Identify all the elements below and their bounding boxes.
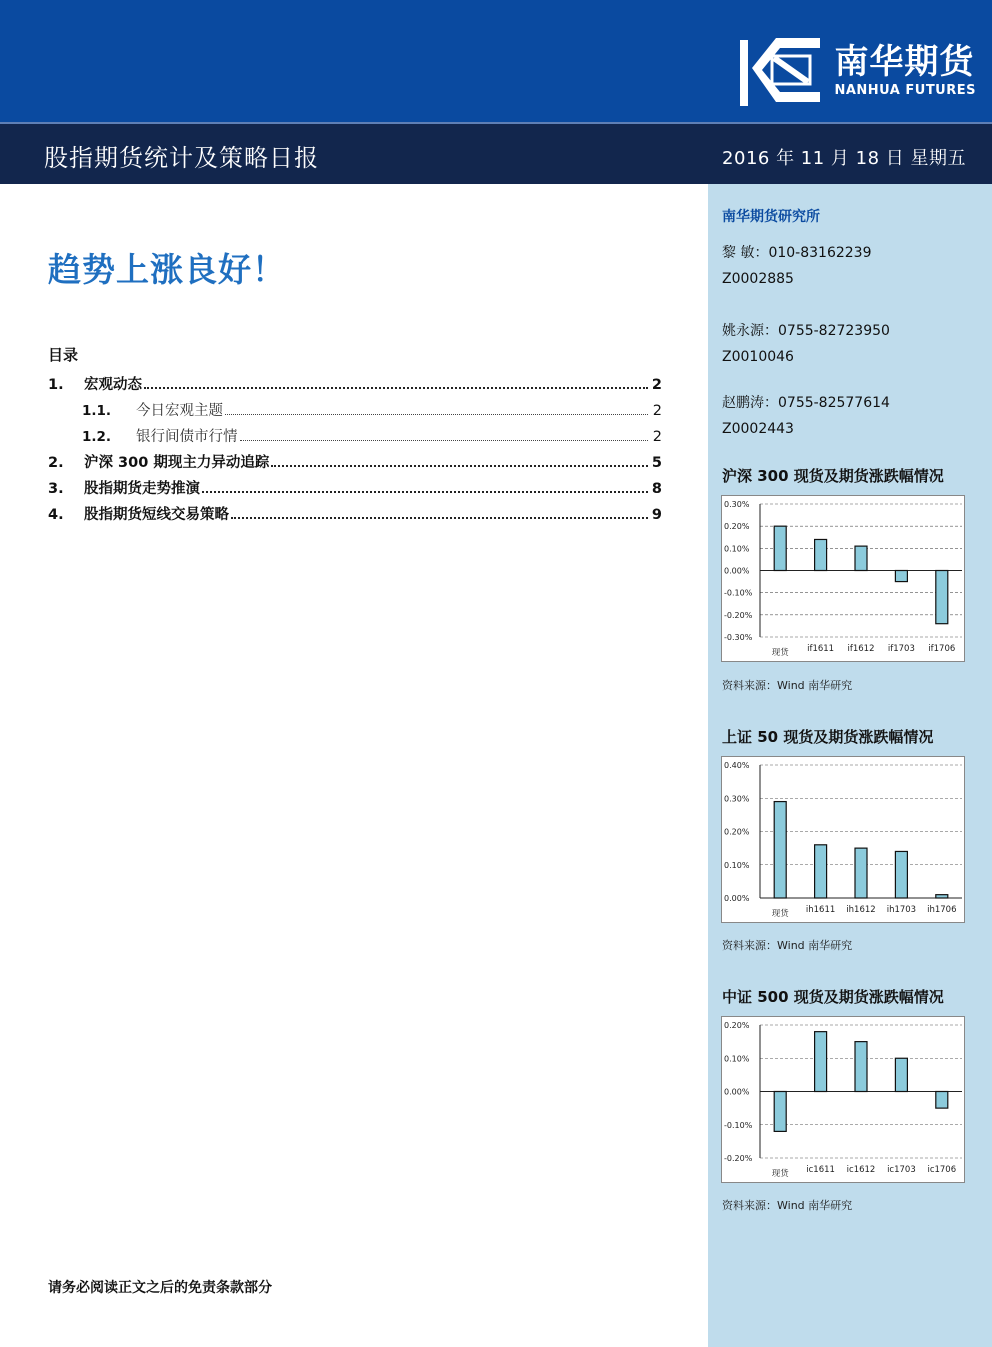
toc-leader-dots	[225, 414, 648, 415]
x-tick-label: if1706	[928, 644, 956, 654]
toc-item-label: 银行间债市行情	[136, 429, 238, 445]
y-tick-label: 0.40%	[724, 761, 750, 770]
toc-item-page: 2	[652, 403, 662, 419]
toc-subitem[interactable]	[48, 399, 662, 425]
headline: 趋势上涨良好！	[48, 250, 286, 289]
x-tick-label: ic1706	[927, 1165, 957, 1175]
y-tick-label: 0.20%	[724, 1021, 750, 1030]
toc-leader-dots	[240, 440, 649, 441]
bar	[855, 546, 867, 570]
chart-source: 资料来源：Wind 南华研究	[722, 679, 853, 692]
chart-sz50	[721, 756, 965, 923]
analyst-phone: 姚永源：0755-82723950	[722, 323, 890, 339]
toc-item-label: 今日宏观主题	[136, 403, 223, 419]
nanhua-logo-icon	[738, 32, 822, 108]
logo-chinese-name: 南华期货	[834, 41, 975, 82]
chart-title-sz50: 上证 50 现货及期货涨跌幅情况	[722, 728, 934, 746]
chart-hs300-svg	[722, 496, 964, 661]
toc-item[interactable]	[48, 477, 662, 503]
analyst-license: Z0010046	[722, 349, 794, 365]
toc-item-number: 3.	[48, 481, 64, 497]
toc-item-label: 股指期货短线交易策略	[84, 507, 229, 523]
bar	[936, 571, 948, 624]
analyst-contact	[722, 240, 871, 292]
y-tick-label: 0.30%	[724, 500, 750, 509]
toc-item-page: 9	[651, 507, 662, 523]
bar	[936, 895, 948, 898]
y-tick-label: 0.00%	[724, 566, 750, 576]
y-tick-label: -0.30%	[724, 633, 753, 642]
toc-item-page: 5	[651, 455, 662, 471]
toc-item-page: 8	[651, 481, 662, 497]
bar	[855, 848, 867, 898]
bar	[815, 845, 827, 898]
bar	[895, 1058, 907, 1091]
bar	[936, 1092, 948, 1109]
y-tick-label: 0.30%	[724, 794, 750, 804]
toc-leader-dots	[231, 517, 648, 519]
toc-item[interactable]	[48, 373, 662, 399]
bar	[815, 1032, 827, 1092]
bar	[855, 1042, 867, 1092]
toc-item-label: 宏观动态	[84, 377, 142, 393]
y-tick-label: 0.00%	[724, 1087, 750, 1097]
bar	[815, 539, 827, 570]
bar	[895, 571, 907, 582]
toc-item[interactable]	[48, 451, 662, 477]
toc-item-number: 2.	[48, 455, 64, 471]
bar	[774, 802, 786, 898]
toc-item-label: 股指期货走势推演	[84, 481, 200, 497]
chart-title-hs300: 沪深 300 现货及期货涨跌幅情况	[722, 467, 944, 485]
x-tick-label: ic1612	[846, 1165, 876, 1175]
report-title-bar	[0, 122, 992, 184]
chart-source: 资料来源：Wind 南华研究	[722, 939, 853, 952]
analyst-contact	[722, 390, 890, 442]
x-tick-label: 现货	[771, 1169, 789, 1179]
x-tick-label: ih1611	[805, 905, 836, 915]
y-tick-label: 0.00%	[724, 894, 750, 903]
toc-leader-dots	[202, 491, 648, 493]
toc-item-number: 1.1.	[82, 403, 112, 419]
x-tick-label: ic1703	[887, 1165, 916, 1175]
x-tick-label: 现货	[771, 648, 789, 658]
toc-item-number: 1.2.	[82, 429, 112, 445]
y-tick-label: -0.20%	[724, 1154, 753, 1163]
chart-zz500	[721, 1016, 965, 1183]
chart-source: 资料来源：Wind 南华研究	[722, 1199, 853, 1212]
bar	[774, 526, 786, 570]
y-tick-label: -0.10%	[724, 588, 753, 598]
y-tick-label: 0.20%	[724, 827, 750, 837]
top-banner	[0, 0, 992, 122]
toc-item-page: 2	[652, 429, 662, 445]
x-tick-label: ih1612	[846, 905, 876, 915]
chart-hs300	[721, 495, 965, 662]
bar	[895, 851, 907, 898]
x-tick-label: ic1611	[806, 1165, 835, 1175]
toc-item-number: 1.	[48, 377, 64, 393]
y-tick-label: 0.20%	[724, 522, 750, 532]
analyst-contact	[722, 318, 890, 370]
analyst-license: Z0002885	[722, 271, 794, 287]
toc-title: 目录	[48, 346, 79, 364]
logo-english-name: NANHUA FUTURES	[834, 82, 976, 98]
chart-sz50-svg	[722, 757, 964, 922]
analyst-license: Z0002443	[722, 421, 794, 437]
research-institute-name: 南华期货研究所	[722, 209, 820, 225]
toc-subitem[interactable]	[48, 425, 662, 451]
toc-item-page: 2	[651, 377, 662, 393]
y-tick-label: 0.10%	[724, 1054, 750, 1064]
y-tick-label: -0.20%	[724, 610, 753, 620]
toc-leader-dots	[271, 465, 648, 467]
chart-zz500-svg	[722, 1017, 964, 1182]
x-tick-label: ih1703	[886, 905, 917, 915]
x-tick-label: if1611	[807, 644, 835, 654]
table-of-contents	[48, 344, 662, 529]
x-tick-label: ih1706	[927, 905, 957, 915]
toc-leader-dots	[144, 387, 648, 389]
report-title: 股指期货统计及策略日报	[44, 144, 319, 172]
bar	[774, 1092, 786, 1132]
disclaimer-note: 请务必阅读正文之后的免责条款部分	[48, 1280, 272, 1296]
toc-item-number: 4.	[48, 507, 64, 523]
company-logo[interactable]	[738, 32, 976, 108]
y-tick-label: 0.10%	[724, 544, 750, 554]
toc-item[interactable]	[48, 503, 662, 529]
analyst-phone: 黎 敏：010-83162239	[722, 245, 872, 261]
y-tick-label: -0.10%	[724, 1120, 753, 1130]
chart-title-zz500: 中证 500 现货及期货涨跌幅情况	[722, 988, 944, 1006]
x-tick-label: 现货	[771, 909, 789, 919]
x-tick-label: if1703	[887, 644, 915, 654]
toc-item-label: 沪深 300 期现主力异动追踪	[84, 455, 270, 471]
report-date: 2016 年 11 月 18 日 星期五	[722, 148, 966, 169]
y-tick-label: 0.10%	[724, 860, 750, 870]
analyst-phone: 赵鹏涛：0755-82577614	[722, 395, 890, 411]
x-tick-label: if1612	[847, 644, 875, 654]
